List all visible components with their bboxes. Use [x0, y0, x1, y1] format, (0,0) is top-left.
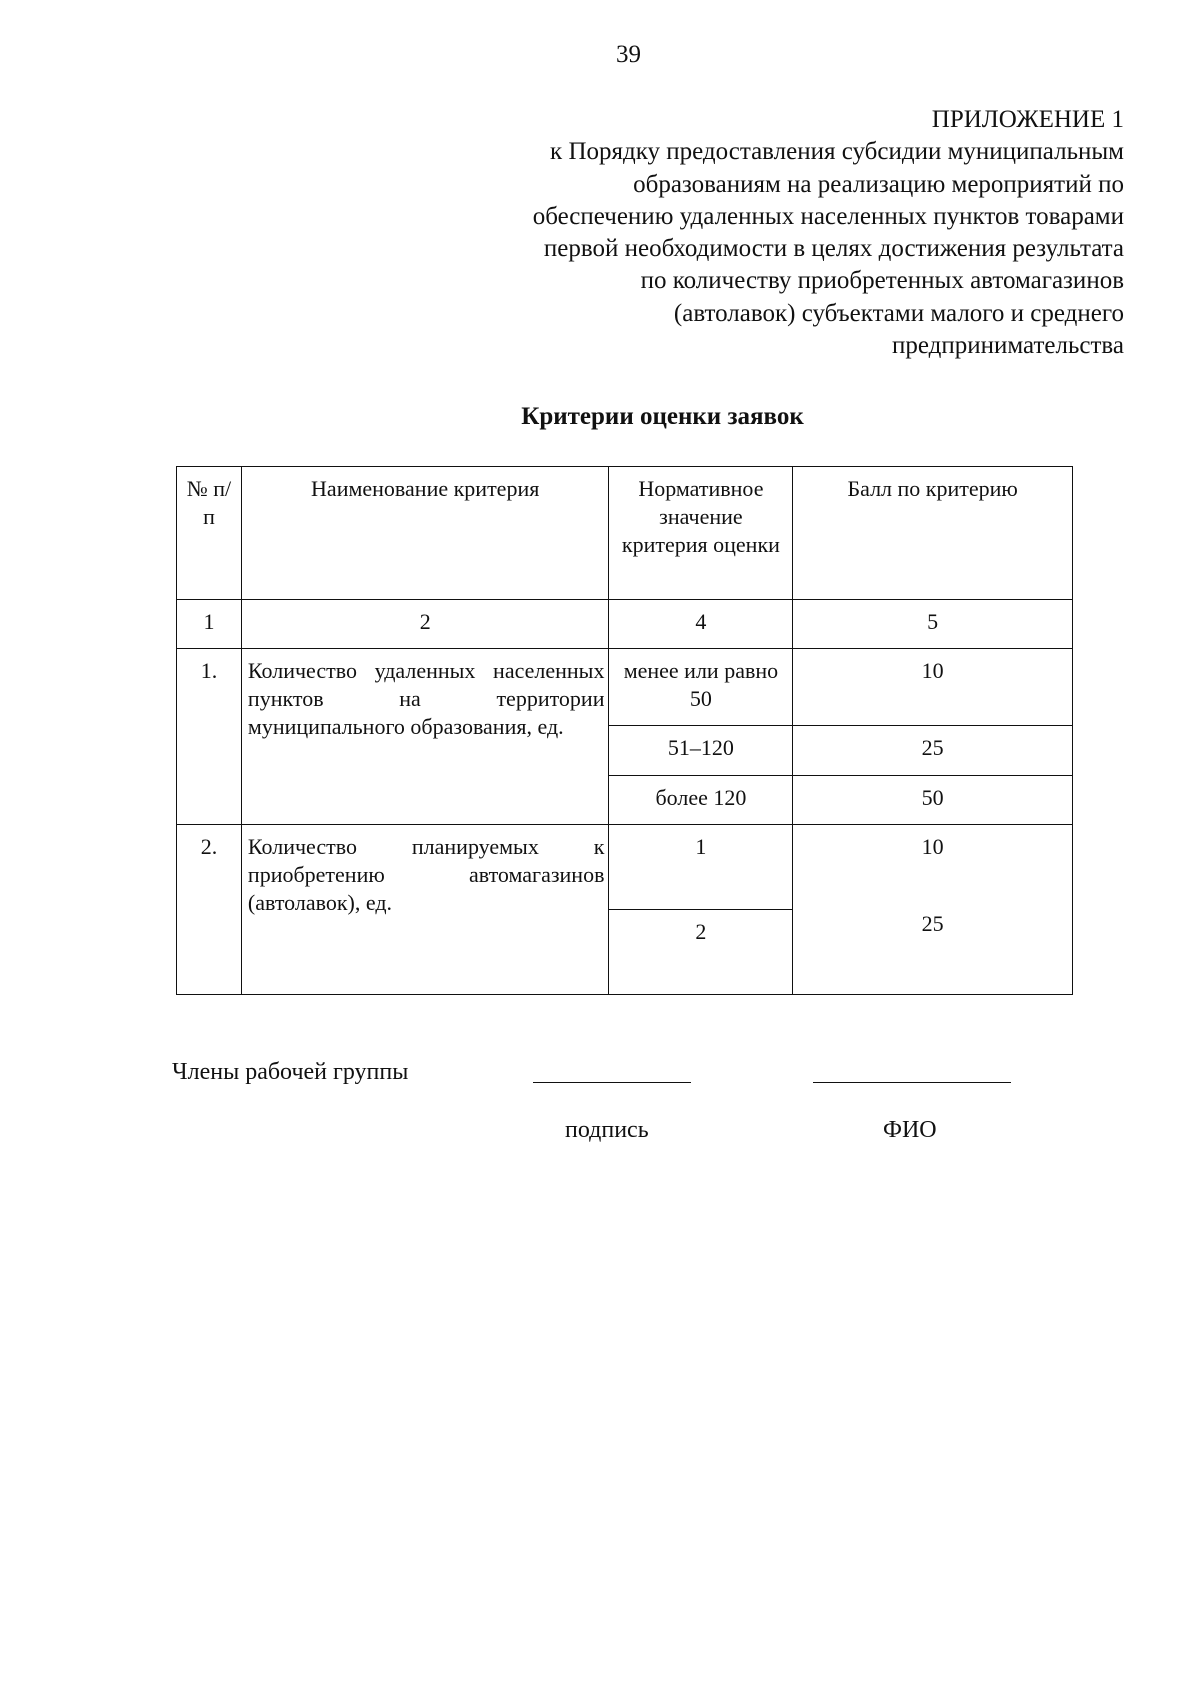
- signature-line: [533, 1082, 691, 1083]
- appendix-heading: ПРИЛОЖЕНИЕ 1: [931, 106, 1124, 133]
- score-value: 50: [793, 776, 1073, 825]
- criterion-name: Количество планируемых к приобретению автомагазинов (автолавок), ед.: [241, 825, 609, 995]
- norm-value: 1: [609, 825, 793, 910]
- row-number: 2.: [177, 825, 242, 995]
- score-value: 25: [921, 911, 944, 936]
- table-header-row: [177, 467, 1073, 600]
- appendix-line: первой необходимости в целях достижения результата: [543, 235, 1124, 263]
- name-line: [813, 1082, 1011, 1083]
- appendix-line: обеспечению удаленных населенных пунктов товарами: [532, 202, 1124, 230]
- signature-caption: подпись: [565, 1117, 649, 1143]
- score-cell: [793, 825, 1073, 995]
- column-number: 4: [609, 600, 793, 649]
- name-caption: ФИО: [883, 1117, 937, 1143]
- score-value: 10: [921, 834, 944, 859]
- page-number: 39: [616, 41, 641, 68]
- table-row: [177, 649, 1073, 726]
- norm-value: 51–120: [609, 726, 793, 776]
- appendix-line: (автолавок) субъектами малого и среднего: [673, 299, 1124, 327]
- column-number: 5: [793, 600, 1073, 649]
- appendix-line: к Порядку предоставления субсидии муниципальным: [550, 138, 1124, 166]
- appendix-line: образованиям на реализацию мероприятий по: [633, 170, 1124, 198]
- column-number: 1: [177, 600, 242, 649]
- row-number: 1.: [177, 649, 242, 825]
- header-criterion-name: Наименование критерия: [241, 467, 609, 600]
- document-title: Критерии оценки заявок: [521, 403, 804, 430]
- criteria-table: [176, 466, 1073, 995]
- criterion-name: Количество удаленных населенных пунктов на территории муниципального образования, ед.: [241, 649, 609, 825]
- header-number: № п/п: [177, 467, 242, 600]
- appendix-line: по количеству приобретенных автомагазинов: [640, 267, 1124, 295]
- score-value: 10: [793, 649, 1073, 726]
- norm-value: менее или равно 50: [609, 649, 793, 726]
- appendix-line: предпринимательства: [892, 332, 1124, 360]
- appendix-block: [424, 104, 1124, 362]
- header-norm-value: Нормативное значение критерия оценки: [609, 467, 793, 600]
- header-score: Балл по критерию: [793, 467, 1073, 600]
- table-row: [177, 825, 1073, 910]
- score-value: 25: [793, 726, 1073, 776]
- column-number: 2: [241, 600, 609, 649]
- signature-label: Члены рабочей группы: [172, 1059, 409, 1085]
- column-number-row: [177, 600, 1073, 649]
- norm-value: более 120: [609, 776, 793, 825]
- norm-value: 2: [609, 910, 793, 995]
